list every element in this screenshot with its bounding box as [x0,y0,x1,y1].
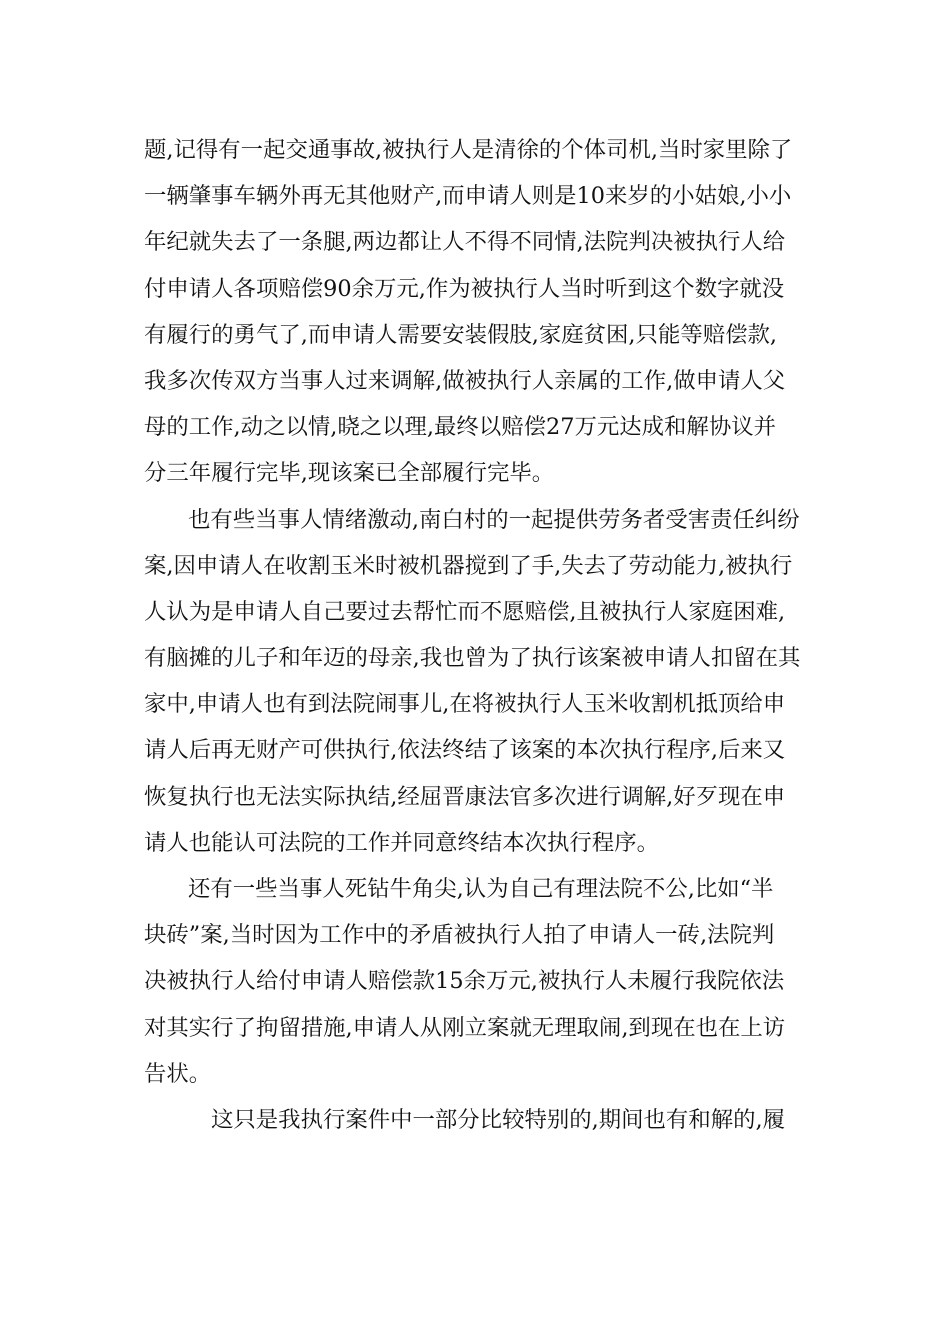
text-line: 对其实行了拘留措施,申请人从刚立案就无理取闹,到现在也在上访 [144,1014,786,1041]
text-line: 年纪就失去了一条腿,两边都让人不得不同情,法院判决被执行人给 [144,229,786,256]
body-text [144,127,808,1143]
text-line: 这只是我执行案件中一部分比较特别的,期间也有和解的,履 [211,1106,785,1133]
paragraph-half-brick-case [144,866,808,1097]
paragraph-traffic-accident [144,127,808,497]
text-line: 请人也能认可法院的工作并同意终结本次执行程序。 [144,829,659,856]
text-line: 母的工作,动之以情,晓之以理,最终以赔偿27万元达成和解协议并 [144,414,776,441]
text-line: 人认为是申请人自己要过去帮忙而不愿赔偿,且被执行人家庭困难, [144,598,786,625]
text-line: 案,因申请人在收割玉米时被机器搅到了手,失去了劳动能力,被执行 [144,552,793,579]
text-line: 一辆肇事车辆外再无其他财产,而申请人则是10来岁的小姑娘,小小 [144,183,792,210]
text-line: 请人后再无财产可供执行,依法终结了该案的本次执行程序,后来又 [144,737,786,764]
text-line: 告状。 [144,1060,212,1087]
text-line: 我多次传双方当事人过来调解,做被执行人亲属的工作,做申请人父 [144,367,786,394]
text-line: 还有一些当事人死钻牛角尖,认为自己有理法院不公,比如“半 [188,876,774,902]
text-line: 题,记得有一起交通事故,被执行人是清徐的个体司机,当时家里除了 [144,137,793,163]
paragraph-closing [144,1097,808,1143]
text-line: 恢复执行也无法实际执结,经屈晋康法官多次进行调解,好歹现在申 [144,783,786,810]
paragraph-labor-dispute [144,497,808,867]
text-line: 付申请人各项赔偿90余万元,作为被执行人当时听到这个数字就没 [144,275,785,302]
text-line: 也有些当事人情绪激动,南白村的一起提供劳务者受害责任纠纷 [188,506,800,533]
text-line: 决被执行人给付申请人赔偿款15余万元,被执行人未履行我院依法 [144,968,785,995]
text-line: 有脑摊的儿子和年迈的母亲,我也曾为了执行该案被申请人扣留在其 [144,645,801,672]
text-line: 家中,申请人也有到法院闹事儿,在将被执行人玉米收割机抵顶给申 [144,691,786,718]
text-line: 有履行的勇气了,而申请人需要安装假肢,家庭贫困,只能等赔偿款, [144,321,778,348]
text-line: 分三年履行完毕,现该案已全部履行完毕。 [144,460,555,487]
text-line: 块砖”案,当时因为工作中的矛盾被执行人拍了申请人一砖,法院判 [144,922,775,949]
